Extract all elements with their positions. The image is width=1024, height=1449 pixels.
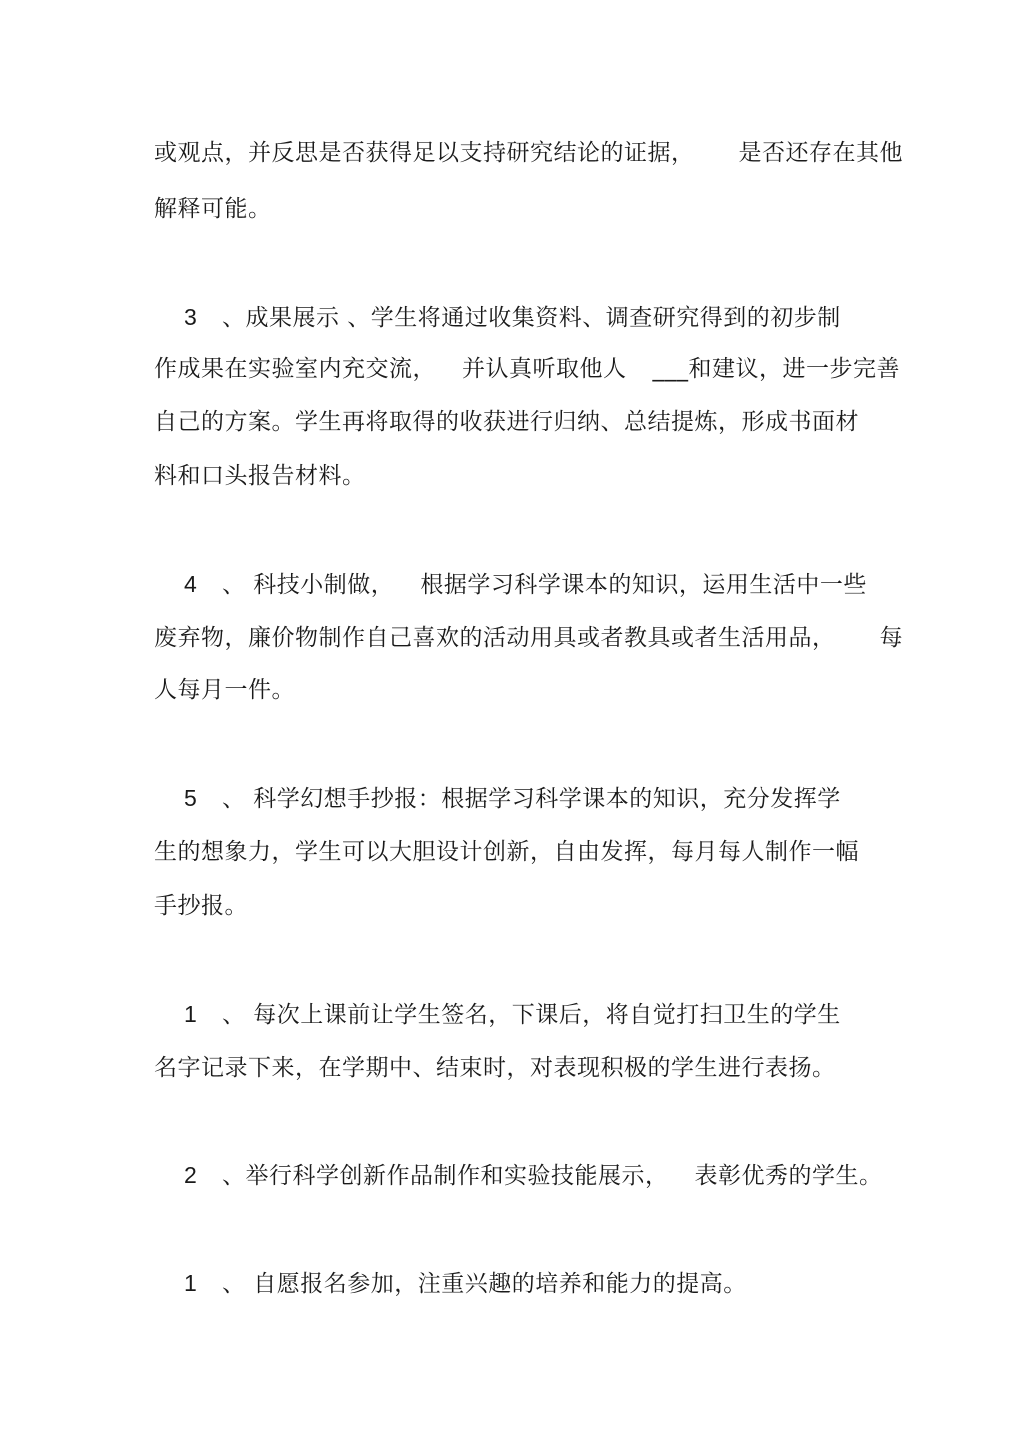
text-segment: 手抄报。 <box>154 893 248 919</box>
item-number: 4 <box>184 571 198 597</box>
paragraph-line <box>154 407 859 437</box>
item-number: 1 <box>184 1270 198 1296</box>
text-segment: 自己的方案。学生再将取得的收获进行归纳、总结提炼，形成书面材 <box>154 409 859 435</box>
text-segment: 废弃物，廉价物制作自己喜欢的活动用具或者教具或者生活用品， <box>154 625 836 651</box>
text-segment: 并认真听取他人 <box>462 356 627 382</box>
paragraph-line <box>154 302 841 333</box>
text-segment: 作成果在实验室内充交流， <box>154 356 436 382</box>
item-number: 1 <box>184 1001 198 1027</box>
text-segment: 解释可能。 <box>154 196 272 222</box>
text-segment: 每 <box>879 625 903 651</box>
text-segment: 、 科学幻想手抄报：根据学习科学课本的知识，充分发挥学 <box>222 786 841 812</box>
text-segment: 、成果展示 、学生将通过收集资料、调查研究得到的初步制 <box>222 305 841 331</box>
text-segment: 料和口头报告材料。 <box>154 463 366 489</box>
text-segment: 是否还存在其他 <box>738 140 903 166</box>
paragraph-line <box>154 837 859 867</box>
item-number: 5 <box>184 785 198 811</box>
item-number: 2 <box>184 1162 198 1188</box>
text-segment: 、 每次上课前让学生签名，下课后，将自觉打扫卫生的学生 <box>222 1002 841 1028</box>
paragraph-line <box>154 783 841 814</box>
paragraph-line <box>154 999 841 1030</box>
paragraph-line <box>154 891 248 921</box>
text-segment: 根据学习科学课本的知识，运用生活中一些 <box>420 572 867 598</box>
paragraph-line <box>154 354 900 384</box>
item-number: 3 <box>184 304 198 330</box>
text-segment: 、 自愿报名参加，注重兴趣的培养和能力的提高。 <box>222 1271 747 1297</box>
text-segment: 人每月一件。 <box>154 677 295 703</box>
text-segment: 、 科技小制做， <box>222 572 395 598</box>
text-segment: 或观点，并反思是否获得足以支持研究结论的证据， <box>154 140 695 166</box>
paragraph-line <box>154 1160 883 1191</box>
text-segment: 名字记录下来，在学期中、结束时，对表现积极的学生进行表扬。 <box>154 1055 836 1081</box>
text-segment: 表彰优秀的学生。 <box>694 1163 883 1189</box>
paragraph-line <box>154 461 366 491</box>
paragraph-line <box>154 675 295 705</box>
fill-blank: ___ <box>652 356 689 382</box>
paragraph-line <box>154 623 903 653</box>
paragraph-line <box>154 1053 836 1083</box>
paragraph-line <box>154 569 867 600</box>
text-segment: 、举行科学创新作品制作和实验技能展示， <box>222 1163 669 1189</box>
text-segment: 生的想象力，学生可以大胆设计创新，自由发挥，每月每人制作一幅 <box>154 839 859 865</box>
paragraph-line <box>154 194 272 224</box>
paragraph-line <box>154 1268 747 1299</box>
text-segment: 和建议，进一步完善 <box>688 356 900 382</box>
paragraph-line <box>154 138 903 168</box>
